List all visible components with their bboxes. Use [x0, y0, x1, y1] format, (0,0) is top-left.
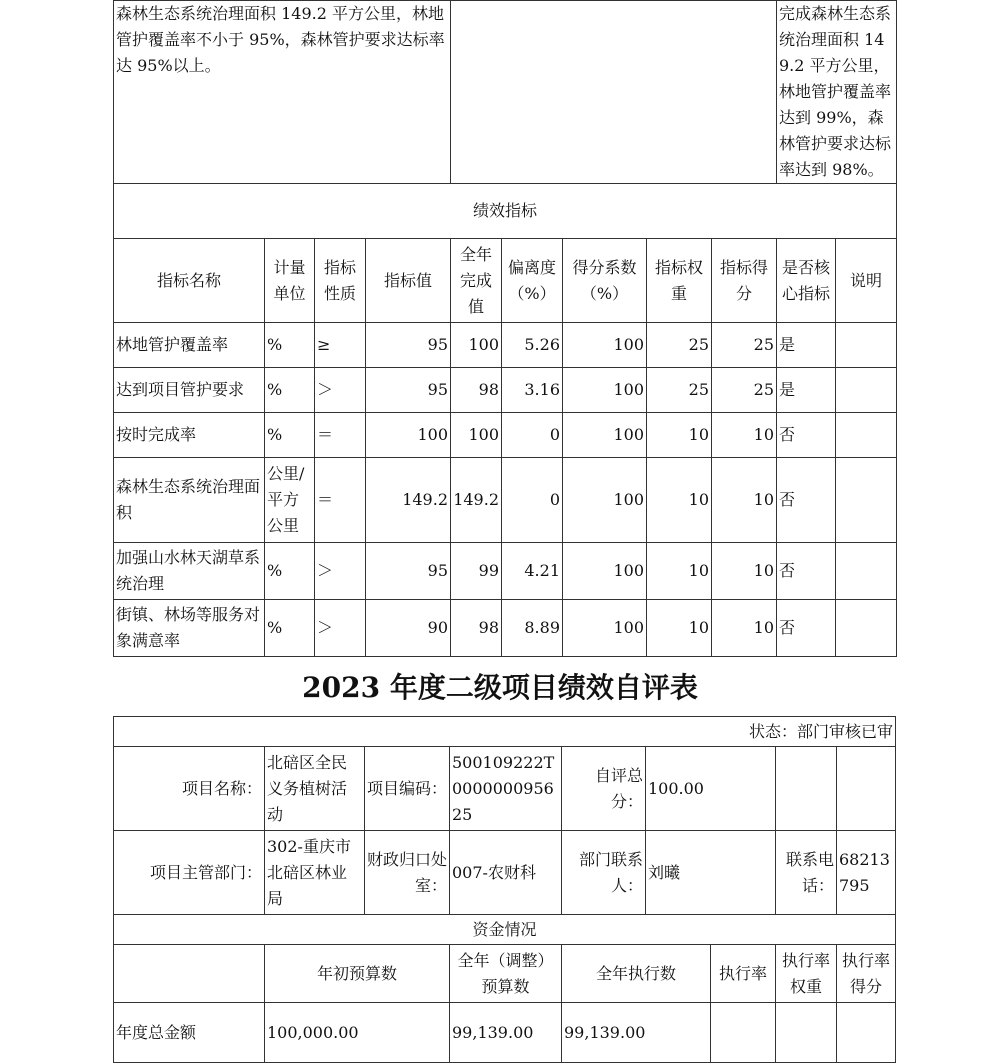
- indicator-core: 否: [777, 600, 836, 657]
- indicator-unit: %: [265, 413, 315, 458]
- self-evaluation-form-table: [113, 716, 896, 1063]
- indicator-nature: ≥: [315, 323, 366, 368]
- department-info-row: [114, 831, 896, 915]
- header-score: 指标得分: [712, 239, 777, 323]
- indicator-score: 10: [712, 413, 777, 458]
- performance-indicator-table: [113, 0, 897, 657]
- indicator-header-row: [114, 239, 897, 323]
- funds-executed: 99,139.00: [562, 1003, 711, 1063]
- indicator-target: 95: [366, 323, 451, 368]
- header-nature: 指标性质: [315, 239, 366, 323]
- indicator-weight: 25: [647, 323, 712, 368]
- table-row: [114, 368, 897, 413]
- indicator-note: [836, 368, 897, 413]
- indicator-target: 95: [366, 368, 451, 413]
- indicator-coefficient: 100: [563, 600, 647, 657]
- project-info-row: [114, 747, 896, 831]
- project-name-label: 项目名称：: [114, 747, 265, 831]
- indicator-weight: 25: [647, 368, 712, 413]
- indicator-deviation: 0: [502, 458, 563, 543]
- funds-rate-weight: [776, 1003, 837, 1063]
- indicator-actual: 100: [451, 413, 502, 458]
- indicator-weight: 10: [647, 413, 712, 458]
- header-actual: 全年完成值: [451, 239, 502, 323]
- indicator-deviation: 8.89: [502, 600, 563, 657]
- funds-execution-rate: [711, 1003, 776, 1063]
- indicator-weight: 10: [647, 543, 712, 600]
- indicator-unit: %: [265, 600, 315, 657]
- header-initial-budget: 年初预算数: [265, 945, 450, 1003]
- header-indicator-name: 指标名称: [114, 239, 265, 323]
- indicator-target: 95: [366, 543, 451, 600]
- indicator-nature: ＞: [315, 600, 366, 657]
- empty-cell: [776, 747, 837, 831]
- self-score-label: 自评总分：: [562, 747, 646, 831]
- indicator-core: 否: [777, 413, 836, 458]
- indicator-score: 10: [712, 543, 777, 600]
- indicator-score: 10: [712, 600, 777, 657]
- indicator-note: [836, 543, 897, 600]
- project-code-label: 项目编码：: [365, 747, 450, 831]
- phone-value: 68213795: [837, 831, 896, 915]
- indicator-coefficient: 100: [563, 413, 647, 458]
- header-note: 说明: [836, 239, 897, 323]
- header-unit: 计量单位: [265, 239, 315, 323]
- funds-rate-score: [837, 1003, 896, 1063]
- contact-label: 部门联系人：: [562, 831, 646, 915]
- indicator-deviation: 0: [502, 413, 563, 458]
- indicator-unit: %: [265, 543, 315, 600]
- indicator-name: 森林生态系统治理面积: [114, 458, 265, 543]
- indicator-name: 加强山水林天湖草系统治理: [114, 543, 265, 600]
- header-executed: 全年执行数: [562, 945, 711, 1003]
- indicator-name: 街镇、林场等服务对象满意率: [114, 600, 265, 657]
- indicator-unit: %: [265, 323, 315, 368]
- indicator-note: [836, 323, 897, 368]
- indicator-note: [836, 458, 897, 543]
- funds-initial-budget: 100,000.00: [265, 1003, 450, 1063]
- indicator-score: 25: [712, 368, 777, 413]
- status-badge: 状态：部门审核已审: [114, 717, 896, 747]
- indicator-unit: 公里/平方公里: [265, 458, 315, 543]
- indicator-actual: 100: [451, 323, 502, 368]
- empty-cell: [114, 945, 265, 1003]
- indicator-core: 否: [777, 458, 836, 543]
- empty-cell: [837, 747, 896, 831]
- contact-value: 刘曦: [646, 831, 776, 915]
- indicator-actual: 98: [451, 368, 502, 413]
- indicator-target: 90: [366, 600, 451, 657]
- indicator-name: 按时完成率: [114, 413, 265, 458]
- funds-adjusted-budget: 99,139.00: [450, 1003, 562, 1063]
- department-label: 项目主管部门：: [114, 831, 265, 915]
- header-adjusted-budget: 全年（调整）预算数: [450, 945, 562, 1003]
- indicator-score: 10: [712, 458, 777, 543]
- table-row: [114, 543, 897, 600]
- funds-section-title: 资金情况: [114, 915, 896, 945]
- indicator-name: 林地管护覆盖率: [114, 323, 265, 368]
- form-title: 2023 年度二级项目绩效自评表: [302, 671, 698, 704]
- indicator-core: 是: [777, 368, 836, 413]
- indicator-coefficient: 100: [563, 323, 647, 368]
- funds-header-row: [114, 945, 896, 1003]
- project-name-value: 北碚区全民义务植树活动: [265, 747, 365, 831]
- self-score-value: 100.00: [646, 747, 776, 831]
- finance-office-label: 财政归口处室：: [365, 831, 450, 915]
- header-core: 是否核心指标: [777, 239, 836, 323]
- indicator-target: 149.2: [366, 458, 451, 543]
- indicator-nature: ＞: [315, 543, 366, 600]
- indicator-actual: 98: [451, 600, 502, 657]
- indicator-weight: 10: [647, 600, 712, 657]
- indicator-name: 达到项目管护要求: [114, 368, 265, 413]
- indicator-actual: 99: [451, 543, 502, 600]
- indicator-deviation: 5.26: [502, 323, 563, 368]
- header-coefficient: 得分系数（%）: [563, 239, 647, 323]
- indicator-note: [836, 600, 897, 657]
- header-execution-rate: 执行率: [711, 945, 776, 1003]
- perf-section-title: 绩效指标: [114, 184, 897, 239]
- table-row: [114, 600, 897, 657]
- funds-row-label: 年度总金额: [114, 1003, 265, 1063]
- indicator-unit: %: [265, 368, 315, 413]
- indicator-deviation: 3.16: [502, 368, 563, 413]
- table-row: [114, 413, 897, 458]
- indicator-deviation: 4.21: [502, 543, 563, 600]
- header-deviation: 偏离度（%）: [502, 239, 563, 323]
- table-row: [114, 1003, 896, 1063]
- finance-office-value: 007-农财科: [450, 831, 562, 915]
- table-row: [114, 323, 897, 368]
- header-rate-weight: 执行率权重: [776, 945, 837, 1003]
- annual-goal-text: 森林生态系统治理面积 149.2 平方公里，林地管护覆盖率不小于 95%，森林管护要求达标率达 95%以上。: [114, 1, 451, 184]
- actual-result-text: 完成森林生态系统治理面积 149.2 平方公里，林地管护覆盖率达到 99%，森林管护要求达标率达到 98%。: [777, 1, 897, 184]
- department-value: 302-重庆市北碚区林业局: [265, 831, 365, 915]
- project-code-value: 500109222T000000095625: [450, 747, 562, 831]
- indicator-target: 100: [366, 413, 451, 458]
- table-row: [114, 458, 897, 543]
- indicator-actual: 149.2: [451, 458, 502, 543]
- indicator-nature: ＝: [315, 458, 366, 543]
- indicator-core: 否: [777, 543, 836, 600]
- header-weight: 指标权重: [647, 239, 712, 323]
- indicator-coefficient: 100: [563, 458, 647, 543]
- indicator-note: [836, 413, 897, 458]
- header-target: 指标值: [366, 239, 451, 323]
- empty-cell: [451, 1, 777, 184]
- indicator-score: 25: [712, 323, 777, 368]
- indicator-core: 是: [777, 323, 836, 368]
- indicator-weight: 10: [647, 458, 712, 543]
- indicator-nature: ＝: [315, 413, 366, 458]
- indicator-coefficient: 100: [563, 368, 647, 413]
- header-rate-score: 执行率得分: [837, 945, 896, 1003]
- indicator-coefficient: 100: [563, 543, 647, 600]
- indicator-nature: ＞: [315, 368, 366, 413]
- phone-label: 联系电话：: [776, 831, 837, 915]
